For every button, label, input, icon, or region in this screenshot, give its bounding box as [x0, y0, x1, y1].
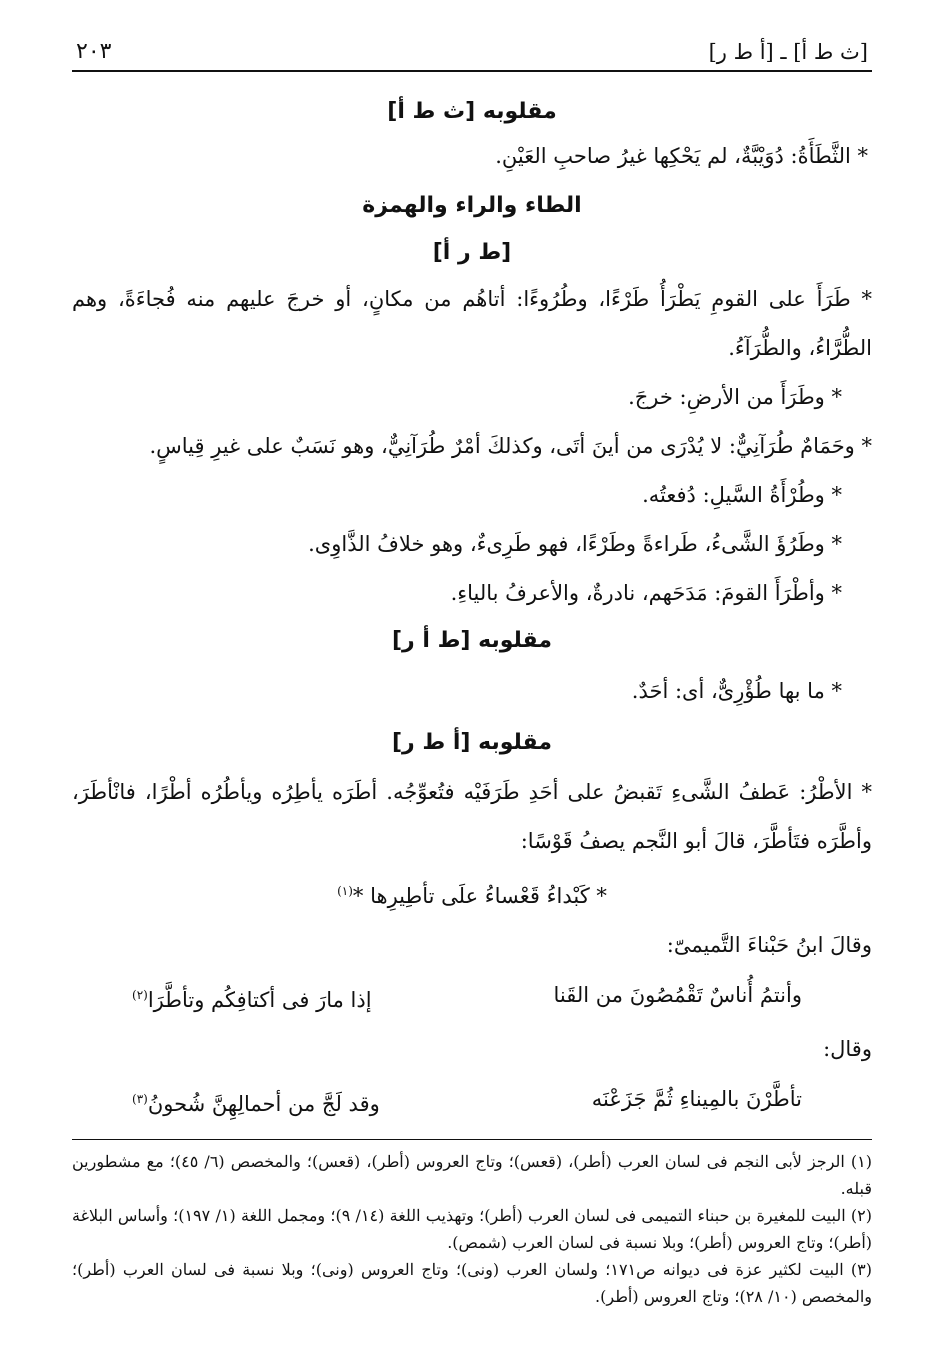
footnote-ref: (١)	[337, 884, 353, 898]
running-head-title: [ث ط أ] ـ [أ ط ر]	[708, 40, 868, 64]
poem-verse	[72, 1074, 872, 1129]
entry-text: * طَرَأَ على القومِ يَطْرَأُ طَرْءًا، وطُرُوءًا: أتاهُم من مكانٍ، أو خرجَ عليهم منه فُجاءَةً، وهم الطُّرَّاءُ، والطُّرَآءُ.	[72, 287, 872, 360]
entry-text: * وطَرَأَ من الأرضِ: خرجَ.	[628, 385, 842, 409]
verse-second-hemistich-text: وقد لَجَّ من أحمالِهِنَّ شُحونُ	[147, 1092, 380, 1116]
footnote: (٢) البيت للمغيرة بن حبناء التميمى فى لسان العرب (أطر)؛ وتهذيب اللغة (١٤/ ٩)؛ ومجمل اللغة (١/ ١٩٧)؛ وأساس البلاغة (أطر)؛ وتاج العروس (أطر)؛ وبلا نسبة فى لسان العرب (شمص).	[72, 1206, 872, 1252]
entry-text: * الثَّطَأَةُ: دُوَيْبَّةٌ، لم يَحْكِها غيرُ صاحبِ العَيْنِ.	[495, 144, 868, 168]
footnote: (١) الرجز لأبى النجم فى لسان العرب (أطر)، (قعس)؛ وتاج العروس (أطر)، (قعس)؛ والمخصص (٦/ ٤٥)؛ مع مشطورين قبله.	[72, 1152, 872, 1198]
verse-second-hemistich	[132, 970, 372, 1025]
entry-text: * وأطْرَأَ القومَ: مَدَحَهم، نادرةٌ، والأعرفُ بالياءِ.	[450, 581, 842, 605]
entry-text: * وطُرْأَةُ السَّيلِ: دُفعتُه.	[642, 483, 842, 507]
footnote-ref: (٣)	[132, 1092, 148, 1106]
entry-text: وقال:	[823, 1037, 872, 1061]
footnote-ref: (٢)	[132, 988, 148, 1002]
section-heading: مقلوبه [أ ط ر]	[392, 730, 552, 755]
entry-text: * وحَمَامٌ طُرَآنِيٌّ: لا يُدْرَى من أينَ أتَى، وكذلكَ أمْرٌ طُرَآنِيٌّ، وهو نَسَبٌ على غيرِ قِياسٍ.	[149, 434, 872, 458]
footnotes	[72, 1139, 872, 1310]
entry-text: * وطَرُؤَ الشَّىءُ، طَراءةً وطَرْءًا، فهو طَرِىءٌ، وهو خلافُ الذَّاوِى.	[308, 532, 842, 556]
verse-first-hemistich: وأنتمُ أُناسٌ تَقْمُصُونَ من القَنا	[553, 983, 802, 1007]
main-text	[72, 92, 872, 1129]
verse-first-hemistich: تأطَّرْنَ بالمِيناءِ ثُمَّ جَزَعْنَه	[591, 1087, 802, 1111]
book-page	[72, 22, 872, 1310]
section-heading: الطاء والراء والهمزة	[362, 193, 582, 218]
footnote: (٣) البيت لكثير عزة فى ديوانه ص١٧١؛ ولسان العرب (ونى)؛ وتاج العروس (ونى)؛ وبلا نسبة فى لسان العرب (أطر)؛ والمخصص (١٠/ ٢٨)؛ وتاج العروس (أطر).	[72, 1260, 873, 1306]
verse-second-hemistich	[132, 1074, 380, 1129]
verse-second-hemistich-text: إذا مارَ فى أكتافِكُم وتأطَّرَا	[147, 988, 372, 1012]
page-number: ٢٠٣	[76, 39, 112, 64]
quoted-verse-text: * كَبْداءُ قَعْساءُ علَى تأطِيرِها *	[352, 884, 607, 908]
section-heading: مقلوبه [ط أ ر]	[392, 628, 552, 653]
running-head	[72, 22, 872, 72]
entry-text: * الأطْرُ: عَطفُ الشَّىءِ تَقبضُ على أحَدِ طَرَفَيْه فتُعوِّجُه. أطَرَه يأطِرُه ويأطُرُه أطْرًا، فانْأطَرَ، وأطَّرَه فتَأطَّرَ، قالَ أبو النَّجم يصفُ قَوْسًا:	[72, 780, 872, 853]
quoted-verse	[72, 866, 872, 921]
section-heading: مقلوبه [ث ط أ]	[387, 99, 557, 124]
section-heading: [ط ر أ]	[432, 240, 512, 265]
entry-text: وقالَ ابنُ حَبْناءَ التَّميمىّ:	[666, 933, 872, 957]
poem-verse	[72, 970, 872, 1025]
entry-text: * ما بها طُؤْرِىٌّ، أى: أحَدٌ.	[631, 679, 842, 703]
